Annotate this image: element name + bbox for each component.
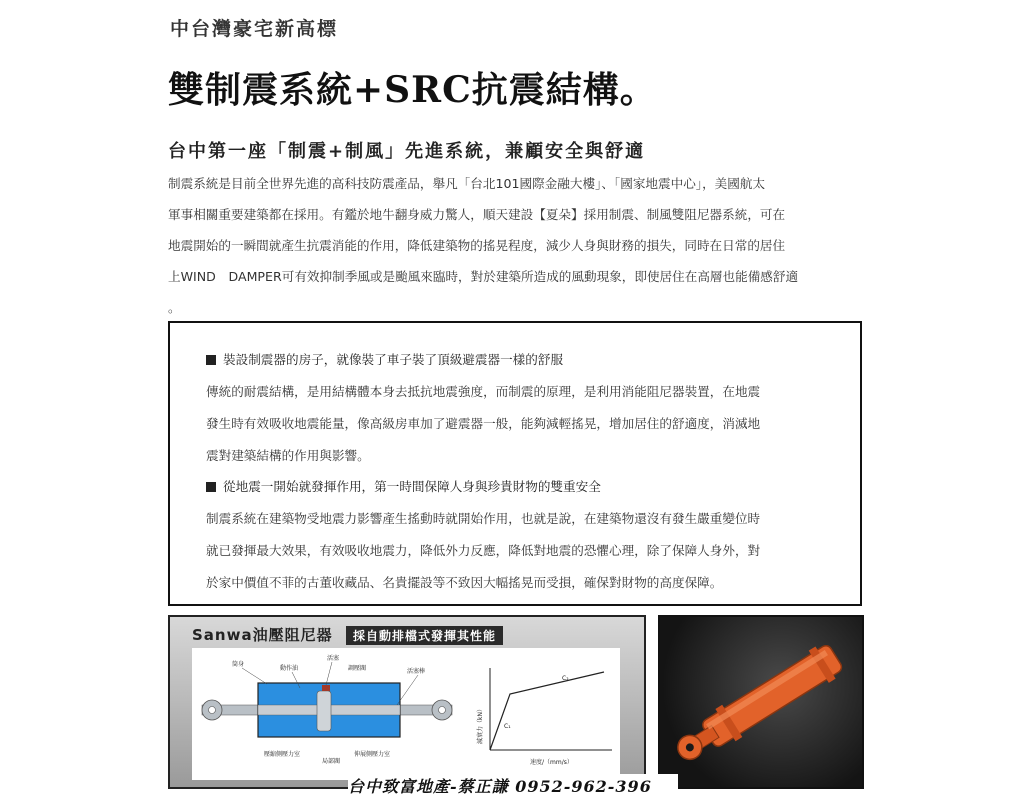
damper-diagram: [192, 648, 620, 780]
intro-line: 制震系統是目前全世界先進的高科技防震產品，舉凡「台北101國際金融大樓」、「國家地震中心」，美國航太: [168, 176, 766, 191]
graph-c2-label: C₂: [562, 675, 569, 682]
box-para-1-line: 震對建築結構的作用與影響。: [206, 448, 370, 463]
box-heading-1-text: 裝設制震器的房子，就像裝了車子裝了頂級避震器一樣的舒服: [223, 352, 564, 367]
graph-curve: [490, 672, 604, 750]
box-heading-1: [206, 349, 563, 368]
subheading: 台中第一座「制震+制風」先進系統，兼顧安全與舒適: [168, 141, 646, 162]
mount-hole-icon: [209, 707, 216, 714]
damper-photo-illustration: [660, 617, 864, 789]
box-heading-2: [206, 476, 601, 495]
intro-line: 地震開始的一瞬間就產生抗震消能的作用，降低建築物的搖晃程度，減少人身與財務的損失，同時在日常的居住: [168, 238, 786, 253]
bullet-square-icon: [206, 482, 216, 492]
intro-paragraph: [168, 168, 870, 323]
label-comp-chamber: 壓縮側壓力室: [264, 751, 301, 758]
footer-contact: 台中致富地產-蔡正謙 0952-962-396: [348, 774, 678, 798]
headline: 雙制震系統+SRC抗震結構。: [168, 69, 657, 111]
label-piston: 活塞: [327, 655, 340, 662]
intro-line: 軍事相關重要建築都在採用。有鑑於地牛翻身威力驚人，順天建設【夏朵】採用制震、制風雙阻尼器系統，可在: [168, 207, 786, 222]
mount-hole-icon: [439, 707, 446, 714]
box-para-1-line: 發生時有效吸收地震能量，像高級房車加了避震器一般，能夠減輕搖晃，增加居住的舒適度，消滅地: [206, 416, 761, 431]
box-para-1-line: 傳統的耐震結構，是用結構體本身去抵抗地震強度，而制震的原理，是利用消能阻尼器裝置，在地震: [206, 384, 761, 399]
bullet-square-icon: [206, 355, 216, 365]
label-oil: 動作油: [280, 665, 299, 672]
leader-line: [326, 662, 332, 685]
graph-x-label: 速度/（mm/s）: [530, 759, 573, 766]
box-heading-2-text: 從地震一開始就發揮作用，第一時間保障人身與珍貴財物的雙重安全: [223, 479, 601, 494]
diagram-tag: 採自動排檔式發揮其性能: [346, 626, 503, 645]
tagline: 中台灣豪宅新高標: [170, 18, 339, 40]
diagram-inner: [192, 648, 620, 780]
label-check-valve: 局部閥: [322, 758, 341, 765]
box-para-2-line: 於家中價值不菲的古董收藏品、名貴擺設等不致因大幅搖晃而受損，確保對財物的高度保障。: [206, 575, 723, 590]
damper-photo: [658, 615, 864, 789]
intro-line: 。: [168, 300, 181, 315]
label-ext-chamber: 伸展側壓力室: [354, 751, 391, 758]
box-para-2-line: 就已發揮最大效果，有效吸收地震力，降低外力反應，降低對地震的恐懼心理，除了保障人身外，對: [206, 543, 761, 558]
label-valve: 調壓閥: [348, 665, 367, 672]
piston: [317, 691, 331, 731]
label-rod: 活塞棒: [407, 668, 426, 675]
feature-box: [168, 321, 862, 606]
valve-mark: [322, 685, 330, 691]
graph-y-label: 減衰力（kN）: [477, 706, 484, 744]
intro-line: 上WIND DAMPER可有效抑制季風或是颱風來臨時，對於建築所造成的風動現象，即使居住在高層也能備感舒適: [168, 269, 799, 284]
graph-c1-label: C₁: [504, 723, 511, 730]
damper-diagram-panel: [168, 615, 646, 789]
leader-line: [242, 668, 267, 684]
label-body: 筒身: [232, 661, 245, 668]
box-para-2-line: 制震系統在建築物受地震力影響產生搖動時就開始作用，也就是說，在建築物還沒有發生嚴重變位時: [206, 511, 761, 526]
diagram-title: Sanwa油壓阻尼器: [192, 626, 333, 644]
